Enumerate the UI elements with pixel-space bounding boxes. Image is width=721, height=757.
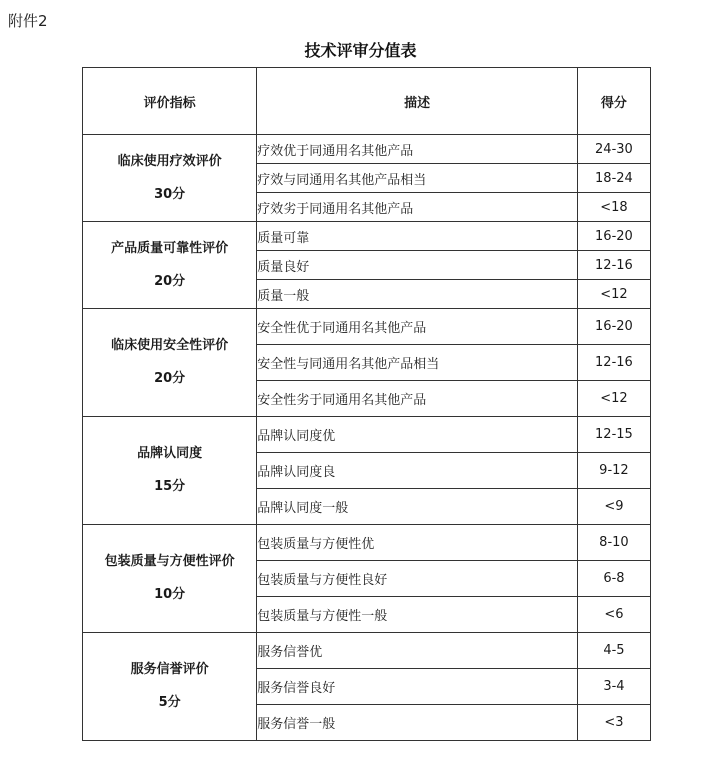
criterion-points: 10分 [154,587,186,602]
description-cell: 安全性与同通用名其他产品相当 [257,345,578,381]
criterion-cell [83,525,257,633]
table-row [83,309,651,345]
header-criterion: 评价指标 [83,68,257,135]
score-cell: 18-24 [577,164,650,193]
criterion-cell [83,135,257,222]
attachment-label: 附件2 [8,12,48,30]
criterion-name: 产品质量可靠性评价 [111,240,229,256]
header-score: 得分 [577,68,650,135]
description-cell: 品牌认同度良 [257,453,578,489]
table-row [83,633,651,669]
score-cell: <18 [577,193,650,222]
criterion-points: 5分 [158,695,181,710]
score-cell: 12-15 [577,417,650,453]
table-body [83,135,651,741]
description-cell: 包装质量与方便性优 [257,525,578,561]
description-cell: 疗效优于同通用名其他产品 [257,135,578,164]
description-cell: 疗效劣于同通用名其他产品 [257,193,578,222]
score-cell: 6-8 [577,561,650,597]
criterion-points: 20分 [154,371,186,386]
score-cell: 3-4 [577,669,650,705]
criterion-cell [83,417,257,525]
table-row [83,525,651,561]
criterion-name: 包装质量与方便性评价 [104,554,235,569]
description-cell: 质量良好 [257,251,578,280]
criterion-name: 临床使用安全性评价 [111,338,229,353]
description-cell: 质量一般 [257,280,578,309]
score-cell: 16-20 [577,222,650,251]
description-cell: 品牌认同度一般 [257,489,578,525]
score-cell: 12-16 [577,345,650,381]
score-cell: 9-12 [577,453,650,489]
description-cell: 质量可靠 [257,222,578,251]
score-cell: 16-20 [577,309,650,345]
header-description: 描述 [257,68,578,135]
criterion-name: 服务信誉评价 [130,662,209,677]
score-cell: <9 [577,489,650,525]
criterion-name: 品牌认同度 [137,446,203,461]
table-row [83,222,651,251]
score-cell: <6 [577,597,650,633]
score-cell: 24-30 [577,135,650,164]
description-cell: 安全性优于同通用名其他产品 [257,309,578,345]
table-row [83,417,651,453]
score-cell: 4-5 [577,633,650,669]
table-header-row [83,68,651,135]
description-cell: 疗效与同通用名其他产品相当 [257,164,578,193]
score-cell: <3 [577,705,650,741]
criterion-name: 临床使用疗效评价 [117,153,222,169]
table-row [83,135,651,164]
description-cell: 包装质量与方便性良好 [257,561,578,597]
description-cell: 包装质量与方便性一般 [257,597,578,633]
criterion-points: 15分 [154,479,186,494]
description-cell: 服务信誉一般 [257,705,578,741]
criterion-cell [83,222,257,309]
score-cell: 12-16 [577,251,650,280]
table-title: 技术评审分值表 [304,41,417,60]
description-cell: 品牌认同度优 [257,417,578,453]
score-cell: 8-10 [577,525,650,561]
score-cell: <12 [577,381,650,417]
criterion-cell [83,633,257,741]
criterion-points: 30分 [154,186,186,202]
score-cell: <12 [577,280,650,309]
criterion-cell [83,309,257,417]
description-cell: 安全性劣于同通用名其他产品 [257,381,578,417]
description-cell: 服务信誉优 [257,633,578,669]
criterion-points: 20分 [154,273,186,289]
description-cell: 服务信誉良好 [257,669,578,705]
score-table [82,67,651,741]
